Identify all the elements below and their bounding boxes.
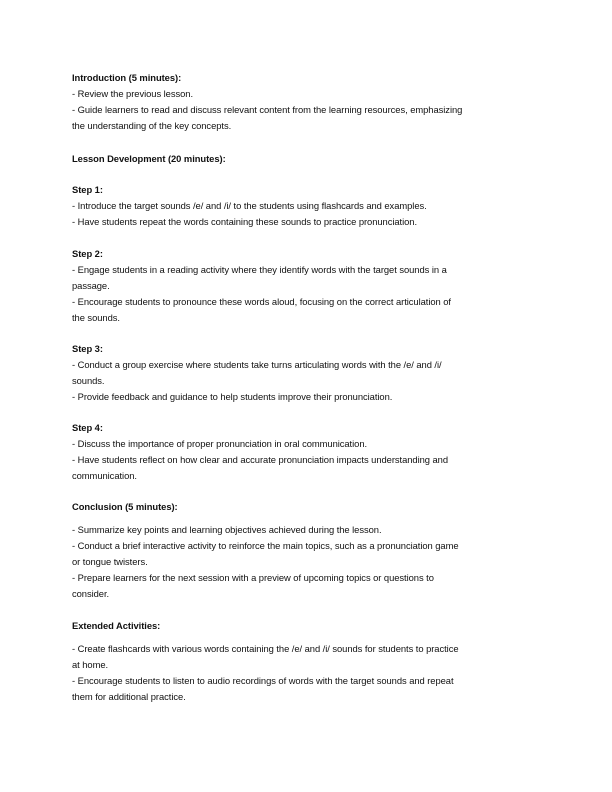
extended-activities-section bbox=[72, 641, 552, 705]
text-line: passage. bbox=[72, 279, 110, 291]
text-line: the understanding of the key concepts. bbox=[72, 119, 232, 131]
text-line: - Encourage students to pronounce these words aloud, focusing on the correct articulation of bbox=[72, 295, 451, 307]
text-line: - Have students repeat the words containing these sounds to practice pronunciation. bbox=[72, 215, 418, 227]
text-line: sounds. bbox=[72, 374, 105, 386]
text-line: - Conduct a group exercise where students take turns articulating words with the /e/ and /i/ bbox=[72, 358, 442, 370]
section-heading: Introduction (5 minutes): bbox=[72, 72, 182, 83]
text-line: - Guide learners to read and discuss relevant content from the learning resources, emphasizing bbox=[72, 103, 463, 115]
text-line: or tongue twisters. bbox=[72, 555, 148, 567]
step-heading: Step 3: bbox=[72, 343, 103, 354]
step-heading: Step 2: bbox=[72, 248, 103, 259]
step-heading: Step 1: bbox=[72, 184, 103, 195]
text-line: - Engage students in a reading activity where they identify words with the target sounds in a bbox=[72, 263, 447, 275]
text-line: - Create flashcards with various words containing the /e/ and /i/ sounds for students to practice bbox=[72, 643, 459, 654]
text-line: them for additional practice. bbox=[72, 690, 186, 702]
introduction-section bbox=[72, 70, 552, 134]
section-heading: Lesson Development (20 minutes): bbox=[72, 153, 226, 164]
step-2-section bbox=[72, 246, 552, 326]
conclusion-section bbox=[72, 522, 552, 602]
text-line: the sounds. bbox=[72, 311, 120, 323]
section-heading: Conclusion (5 minutes): bbox=[72, 501, 178, 512]
text-line: communication. bbox=[72, 469, 137, 481]
step-1-section bbox=[72, 182, 552, 230]
text-line: - Discuss the importance of proper pronunciation in oral communication. bbox=[72, 437, 368, 449]
lesson-development-section bbox=[72, 151, 552, 167]
step-heading: Step 4: bbox=[72, 422, 103, 433]
text-line: at home. bbox=[72, 658, 109, 670]
text-line: - Have students reflect on how clear and accurate pronunciation impacts understanding and bbox=[72, 453, 448, 465]
text-line: - Review the previous lesson. bbox=[72, 87, 194, 99]
step-4-section bbox=[72, 420, 552, 484]
text-line: - Summarize key points and learning objectives achieved during the lesson. bbox=[72, 524, 382, 535]
text-line: - Conduct a brief interactive activity to reinforce the main topics, such as a pronunciation game bbox=[72, 539, 459, 551]
text-line: - Encourage students to listen to audio recordings of words with the target sounds and repeat bbox=[72, 674, 454, 686]
conclusion-heading-block bbox=[72, 499, 552, 515]
text-line: consider. bbox=[72, 587, 110, 599]
text-line: - Introduce the target sounds /e/ and /i/ to the students using flashcards and examples. bbox=[72, 199, 427, 211]
extended-heading-block bbox=[72, 618, 552, 634]
step-3-section bbox=[72, 341, 552, 405]
text-line: - Prepare learners for the next session with a preview of upcoming topics or questions to bbox=[72, 571, 434, 583]
text-line: - Provide feedback and guidance to help students improve their pronunciation. bbox=[72, 390, 393, 402]
section-heading: Extended Activities: bbox=[72, 620, 161, 631]
